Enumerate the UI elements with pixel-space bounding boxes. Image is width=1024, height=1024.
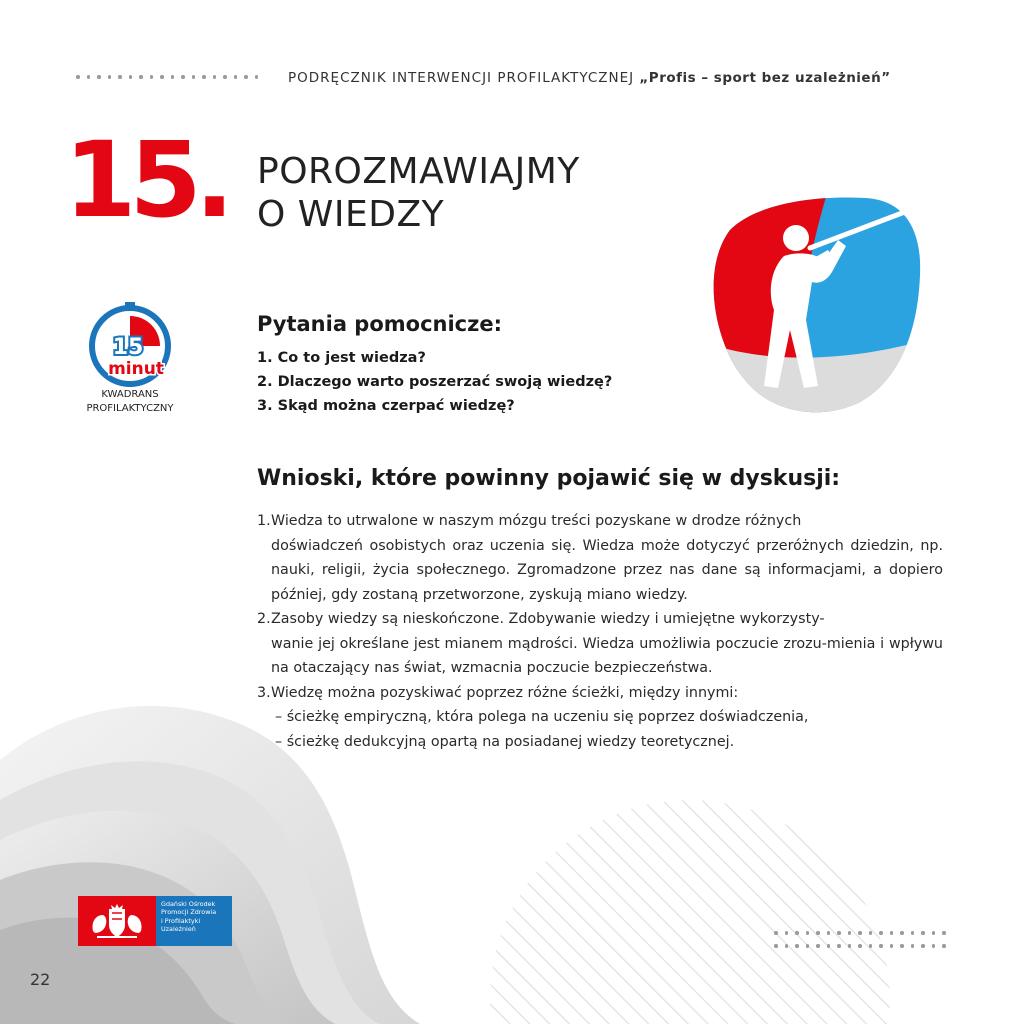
conclusion-number: 3. <box>257 684 271 701</box>
conclusion-text-first-line: Wiedzę można pozyskiwać poprzez różne ścieżki, między innymi: <box>271 684 739 701</box>
conclusions-list <box>257 509 943 754</box>
questions-list <box>257 346 612 418</box>
organization-logo-text <box>156 896 232 946</box>
running-header-title: PODRĘCZNIK INTERWENCJI PROFILAKTYCZNEJ <box>288 70 635 86</box>
conclusion-item-1 <box>257 509 943 607</box>
timer-caption <box>70 388 190 416</box>
questions-heading: Pytania pomocnicze: <box>257 312 502 336</box>
chapter-title-line-1: POROZMAWIAJMY <box>257 151 580 192</box>
conclusion-text-first-line: Wiedza to utrwalone w naszym mózgu treści pozyskane w drodze różnych <box>271 513 802 529</box>
conclusion-item-2 <box>257 607 943 681</box>
timer-number: 15 <box>112 335 144 360</box>
conclusion-number: 2. <box>257 611 271 627</box>
conclusions-heading: Wnioski, które powinny pojawić się w dyskusji: <box>257 466 841 491</box>
conclusion-text-first-line: Zasoby wiedzy są nieskończone. Zdobywanie wiedzy i umiejętne wykorzysty- <box>271 611 825 627</box>
question-item: 3. Skąd można czerpać wiedzę? <box>257 398 515 414</box>
shooting-sport-icon <box>700 190 925 420</box>
logo-text-line: Uzależnień <box>161 925 196 934</box>
conclusion-subitem: – ścieżkę dedukcyjną opartą na posiadanej wiedzy teoretycznej. <box>275 733 735 750</box>
question-item: 1. Co to jest wiedza? <box>257 350 426 366</box>
conclusion-item-3 <box>257 681 943 755</box>
chapter-number: 15. <box>64 119 228 241</box>
chapter-title <box>257 150 580 236</box>
logo-text-line: Promocji Zdrowia <box>161 908 217 917</box>
timer-unit: minut <box>108 359 164 379</box>
chapter-title-line-2: O WIEDZY <box>257 194 445 235</box>
conclusion-text-continuation: doświadczeń osobistych oraz uczenia się. Wiedza może dotyczyć przeróżnych dziedzin, np. nauki, religii, życia społecznego. Zgromadzone przez nas dane są informacjami, a dopiero później, gdy zostaną przetworzone, zyskują miano wiedzy. <box>271 537 943 603</box>
conclusion-number: 1. <box>257 513 271 529</box>
footer-dot-divider <box>774 931 946 935</box>
logo-text-line: i Profilaktyki <box>161 916 201 925</box>
running-header-subtitle: „Profis – sport bez uzależnień” <box>639 70 891 86</box>
footer-dot-divider <box>774 944 946 948</box>
conclusion-text-continuation: wanie jej określane jest mianem mądrości. Wiedza umożliwia poczucie zrozu-mienia i wpływu na otaczający nas świat, wzmacnia poczucie bezpieczeństwa. <box>271 635 943 676</box>
organization-logo <box>78 896 232 946</box>
coat-of-arms-icon <box>78 896 156 946</box>
running-header <box>288 70 891 86</box>
stopwatch-icon <box>84 300 180 390</box>
conclusion-subitem: – ścieżkę empiryczną, która polega na uczeniu się poprzez doświadczenia, <box>275 709 809 725</box>
timer-caption-line-2: PROFILAKTYCZNY <box>86 403 174 414</box>
question-item: 2. Dlaczego warto poszerzać swoją wiedzę? <box>257 374 613 390</box>
logo-text-line: Gdański Ośrodek <box>161 900 216 908</box>
header-dot-divider <box>76 75 258 79</box>
page-number: 22 <box>30 970 51 989</box>
timer-badge <box>80 300 190 425</box>
timer-caption-line-1: KWADRANS <box>101 389 159 400</box>
